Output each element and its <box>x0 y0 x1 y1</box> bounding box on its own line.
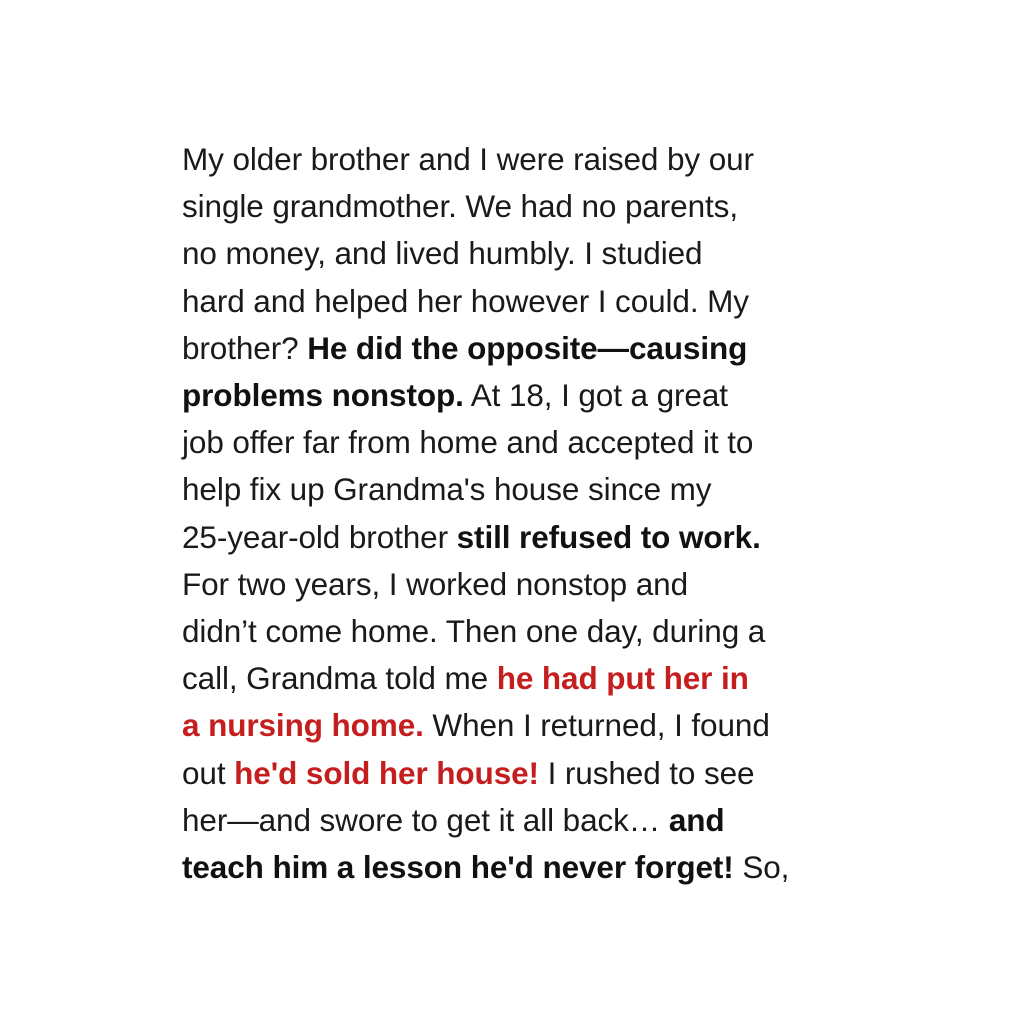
story-line <box>182 844 882 891</box>
text-run: At 18, I got a great <box>463 377 728 414</box>
story-line <box>182 278 882 325</box>
text-run: call, Grandma told me <box>182 660 497 697</box>
story-line <box>182 230 882 277</box>
story-line <box>182 325 882 372</box>
text-run: When I returned, I found <box>423 707 770 744</box>
bold-emphasis: and <box>668 801 725 838</box>
story-line <box>182 372 882 419</box>
text-run: hard and helped her however I could. My <box>182 282 749 319</box>
story-line <box>182 750 882 797</box>
text-run: no money, and lived humbly. I studied <box>182 235 703 272</box>
red-emphasis: he'd sold her house! <box>234 754 539 791</box>
story-line <box>182 514 882 561</box>
story-line <box>182 561 882 608</box>
bold-emphasis: still refused to work. <box>456 518 761 555</box>
text-run: My older brother and I were raised by our <box>182 141 754 177</box>
text-run: I rushed to see <box>538 754 755 791</box>
text-run: single grandmother. We had no parents, <box>182 188 738 225</box>
text-run: So, <box>733 849 790 886</box>
story-line <box>182 797 882 844</box>
text-run: out <box>182 754 235 791</box>
story-line <box>182 655 882 702</box>
story-line <box>182 608 882 655</box>
red-emphasis: he had put her in <box>496 660 749 697</box>
red-emphasis: a nursing home. <box>182 707 424 744</box>
text-run: didn’t come home. Then one day, during a <box>182 613 766 650</box>
text-run: her—and swore to get it all back… <box>182 801 669 838</box>
story-text <box>182 136 882 891</box>
story-line <box>182 183 882 230</box>
text-run: For two years, I worked nonstop and <box>182 565 689 602</box>
bold-emphasis: problems nonstop. <box>182 377 464 414</box>
story-line <box>182 419 882 466</box>
story-line <box>182 466 882 513</box>
text-run: brother? <box>182 329 308 366</box>
story-line <box>182 136 882 183</box>
story-line <box>182 702 882 749</box>
text-run: 25-year-old brother <box>182 518 457 555</box>
bold-emphasis: teach him a lesson he'd never forget! <box>182 849 734 886</box>
text-run: job offer far from home and accepted it to <box>182 424 754 461</box>
text-run: help fix up Grandma's house since my <box>182 471 712 508</box>
bold-emphasis: He did the opposite—causing <box>307 329 748 366</box>
